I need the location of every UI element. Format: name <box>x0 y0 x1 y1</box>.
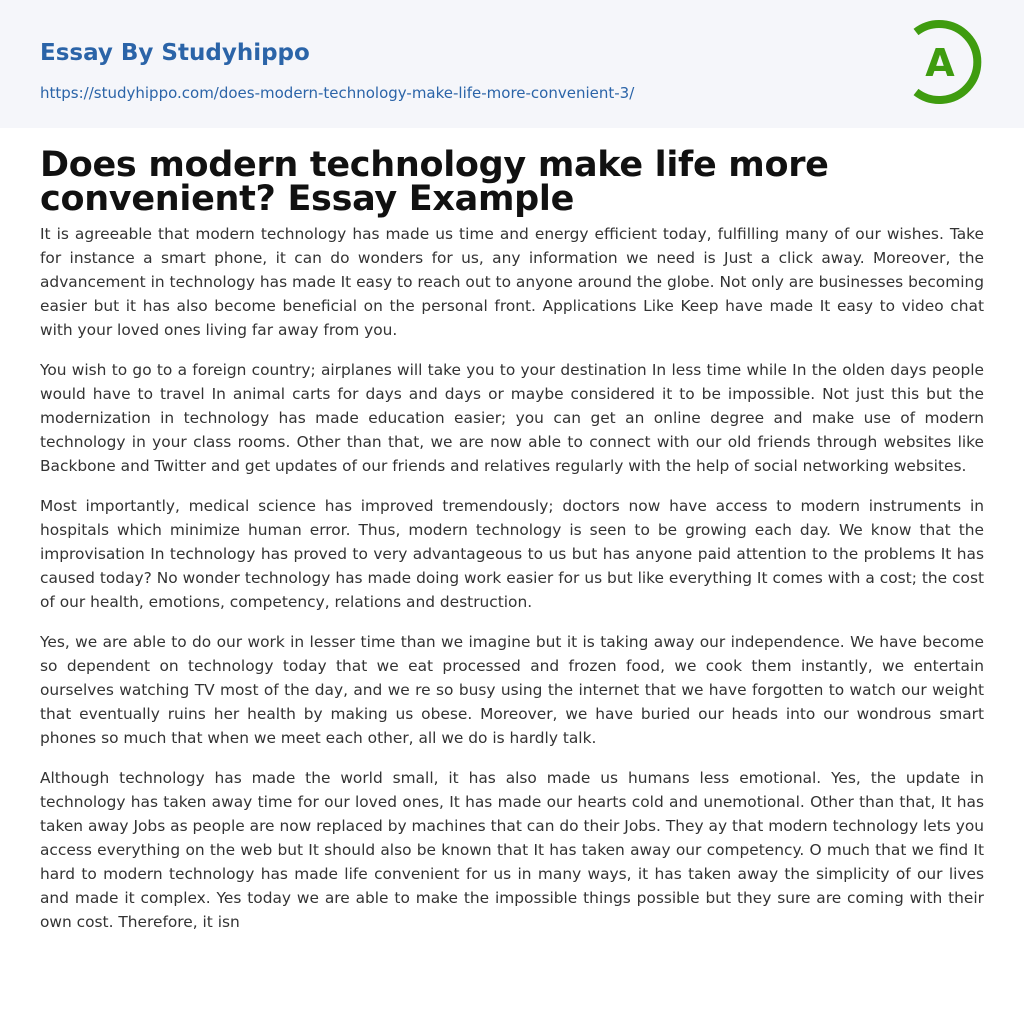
page-title: Does modern technology make life more convenient? Essay Example <box>40 145 829 219</box>
article <box>0 145 1024 934</box>
essay-paragraph: Yes, we are able to do our work in lesser time than we imagine but it is taking away our independence. We have become so dependent on technology today that we eat processed and frozen food, we cook them instantly, we entertain ourselves watching TV most of the day, and we re so busy using the internet that we have forgotten to watch our weight that eventually ruins her health by making us obese. Moreover, we have buried our heads into our wondrous smart phones so much that when we meet each other, all we do is hardly talk. <box>40 633 984 747</box>
svg-text:A: A <box>925 41 955 85</box>
source-url-link[interactable]: https://studyhippo.com/does-modern-technology-make-life-more-convenient-3/ <box>40 84 635 102</box>
essay-paragraph: Although technology has made the world small, it has also made us humans less emotional. Yes, the update in technology has taken away time for our loved ones, It has made our hearts cold and unemotional. Other than that, It has taken away Jobs as people are now replaced by machines that can do their Jobs. They ay that modern technology lets you access everything on the web but It should also be known that It has taken away our competency. O much that we find It hard to modern technology has made life convenient for us in many ways, it has taken away the simplicity of our lives and made it complex. Yes today we are able to make the impossible things possible but they sure are coming with their own cost. Therefore, it isn <box>40 769 984 931</box>
essay-paragraph: You wish to go to a foreign country; airplanes will take you to your destination In less time while In the olden days people would have to travel In animal carts for days and days or maybe considered it to be impossible. Not just this but the modernization in technology has made education easier; you can get an online degree and make use of modern technology in your class rooms. Other than that, we are now able to connect with our old friends through websites like Backbone and Twitter and get updates of our friends and relatives regularly with the help of social networking websites. <box>40 361 984 475</box>
essay-paragraph: It is agreeable that modern technology has made us time and energy efficient today, fulfilling many of our wishes. Take for instance a smart phone, it can do wonders for us, any information we need is Just a click away. Moreover, the advancement in technology has made It easy to reach out to anyone around the globe. Not only are businesses becoming easier but it has also become beneficial on the personal front. Applications Like Keep have made It easy to video chat with your loved ones living far away from you. <box>40 225 984 339</box>
site-header <box>0 0 1024 128</box>
essay-paragraph: Most importantly, medical science has improved tremendously; doctors now have access to modern instruments in hospitals which minimize human error. Thus, modern technology is seen to be growing each day. We know that the improvisation In technology has proved to very advantageous to us but has anyone paid attention to the problems It has caused today? No wonder technology has made doing work easier for us but like everything It comes with a cost; the cost of our health, emotions, competency, relations and destruction. <box>40 497 984 611</box>
studyhippo-logo-icon[interactable] <box>906 18 990 106</box>
brand-title[interactable]: Essay By Studyhippo <box>40 40 310 66</box>
